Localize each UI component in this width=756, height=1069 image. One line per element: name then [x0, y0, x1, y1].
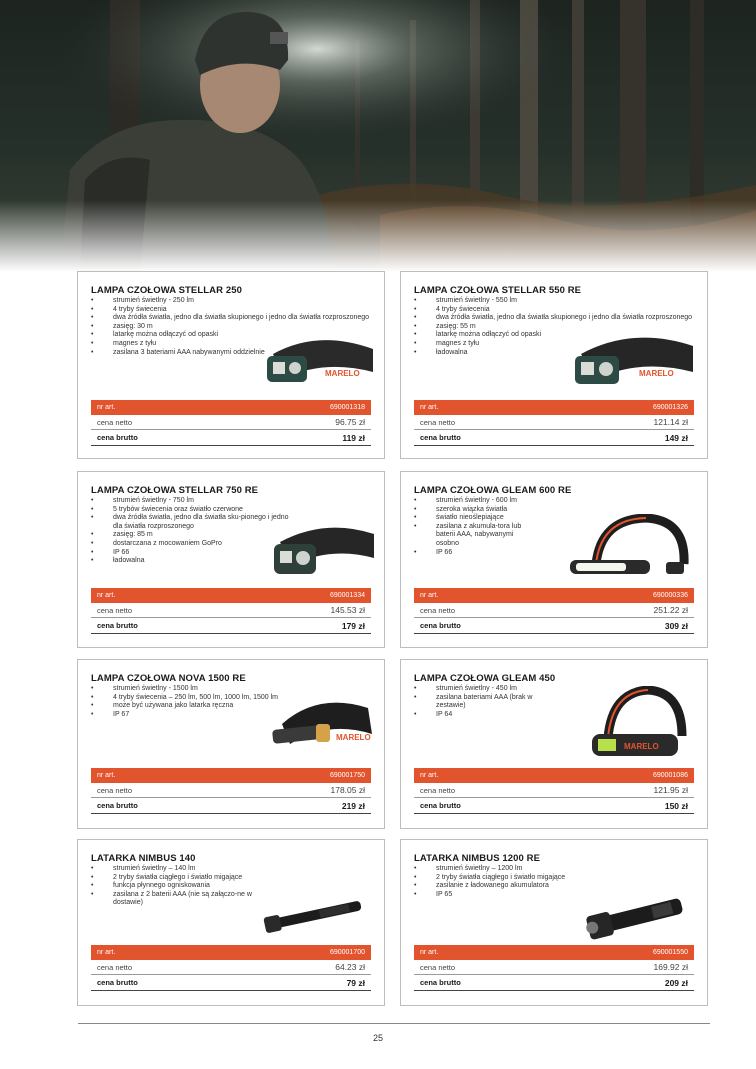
- svg-text:MARELO: MARELO: [325, 369, 360, 378]
- gross-label: cena brutto: [420, 621, 461, 630]
- net-price: 64.23 zł: [335, 962, 365, 972]
- article-row: [414, 945, 694, 960]
- net-label: cena netto: [420, 417, 456, 427]
- price-table: [414, 945, 694, 991]
- feature-item: • strumień świetlny - 550 lm: [414, 297, 694, 306]
- gross-label: cena brutto: [97, 978, 138, 987]
- feature-item: • zasięg: 85 m: [91, 531, 371, 540]
- net-price: 251.22 zł: [653, 605, 688, 615]
- article-label: nr art.: [97, 949, 116, 956]
- gross-label: cena brutto: [420, 978, 461, 987]
- feature-item: • ładowalna: [414, 349, 694, 358]
- article-number: 690000336: [652, 592, 688, 599]
- feature-item: • latarkę można odłączyć od opaski: [91, 331, 371, 340]
- svg-text:MARELO: MARELO: [639, 369, 674, 378]
- net-price-row: [91, 603, 371, 618]
- net-price: 145.53 zł: [330, 605, 365, 615]
- feature-item: • zasilana z akumula-tora lub baterii AAA, nabywanymi osobno: [414, 523, 536, 549]
- feature-item: • magnes z tyłu: [91, 340, 371, 349]
- feature-item: • strumień świetlny - 450 lm: [414, 685, 694, 694]
- gross-price-row: [414, 430, 694, 446]
- flashlight-image: [260, 896, 370, 941]
- product-card: [77, 271, 385, 459]
- article-number: 690001750: [329, 772, 365, 779]
- article-label: nr art.: [97, 592, 116, 599]
- headlamp-image: [573, 332, 698, 399]
- gross-price: 179 zł: [341, 620, 365, 631]
- net-price-row: [414, 603, 694, 618]
- feature-item: • IP 65: [414, 891, 694, 900]
- gross-price: 79 zł: [346, 977, 365, 988]
- price-table: [91, 768, 371, 814]
- product-card: [400, 839, 708, 1006]
- net-price-row: [414, 783, 694, 798]
- product-card: [400, 471, 708, 648]
- net-label: cena netto: [420, 962, 456, 972]
- gross-label: cena brutto: [420, 433, 461, 442]
- product-title: LAMPA CZOŁOWA GLEAM 450: [414, 673, 556, 684]
- article-label: nr art.: [420, 949, 439, 956]
- feature-item: • może być używana jako latarka ręczna: [91, 702, 371, 711]
- feature-item: • IP 67: [91, 711, 371, 720]
- feature-item: • szeroka wiązka światła: [414, 506, 694, 515]
- price-table: [414, 588, 694, 634]
- price-table: [91, 400, 371, 446]
- net-price: 96.75 zł: [335, 417, 365, 427]
- product-title: LAMPA CZOŁOWA STELLAR 750 RE: [91, 485, 259, 496]
- page-number: 25: [372, 1033, 383, 1043]
- net-price: 121.14 zł: [653, 417, 688, 427]
- product-card: [400, 271, 708, 459]
- article-number: 690001700: [329, 949, 365, 956]
- headlamp-image: [586, 686, 691, 769]
- headlamp-image: [263, 334, 378, 399]
- gross-label: cena brutto: [97, 433, 138, 442]
- feature-item: • IP 66: [414, 549, 694, 558]
- headlamp-image: [566, 514, 691, 589]
- article-row: [91, 945, 371, 960]
- feature-item: • 4 tryby świecenia: [414, 306, 694, 315]
- price-table: [91, 945, 371, 991]
- feature-item: • strumień świetlny – 1200 lm: [414, 865, 694, 874]
- feature-item: • 4 tryby świecenia – 250 lm, 500 lm, 1000 lm, 1500 lm: [91, 694, 291, 703]
- gross-price: 119 zł: [342, 432, 365, 443]
- flashlight-image: [583, 892, 688, 947]
- feature-item: • 2 tryby światła ciągłego i światło migające: [91, 874, 371, 883]
- article-row: [91, 768, 371, 783]
- net-label: cena netto: [97, 605, 133, 615]
- article-number: 690001550: [652, 949, 688, 956]
- product-card: [77, 839, 385, 1006]
- product-title: LAMPA CZOŁOWA STELLAR 550 RE: [414, 285, 582, 296]
- gross-price: 309 zł: [664, 620, 688, 631]
- feature-item: • ładowalna: [91, 557, 371, 566]
- gross-price-row: [91, 430, 371, 446]
- feature-item: • strumień świetlny - 600 lm: [414, 497, 694, 506]
- article-row: [91, 588, 371, 603]
- feature-item: • zasięg: 30 m: [91, 323, 371, 332]
- feature-item: • zasilana bateriami AAA (brak w zestawie): [414, 694, 556, 711]
- svg-text:MARELO: MARELO: [624, 742, 659, 751]
- net-price-row: [91, 960, 371, 975]
- article-row: [414, 768, 694, 783]
- article-number: 690001326: [652, 404, 688, 411]
- net-price-row: [91, 415, 371, 430]
- net-price-row: [414, 415, 694, 430]
- feature-item: • zasilana 3 bateriami AAA nabywanymi oddzielnie: [91, 349, 273, 358]
- article-label: nr art.: [420, 592, 439, 599]
- gross-price: 219 zł: [341, 800, 365, 811]
- feature-item: • strumień świetlny - 250 lm: [91, 297, 371, 306]
- feature-item: • dwa źródła światła, jedno dla światła skupionego i jedno dla światła rozproszonego: [91, 314, 371, 323]
- gross-label: cena brutto: [97, 801, 138, 810]
- article-label: nr art.: [97, 772, 116, 779]
- gross-price: 149 zł: [664, 432, 688, 443]
- product-card: [77, 471, 385, 648]
- headlamp-image: [268, 694, 378, 765]
- net-price-row: [91, 783, 371, 798]
- product-title: LATARKA NIMBUS 140: [91, 853, 196, 864]
- feature-item: • strumień świetlny - 750 lm: [91, 497, 371, 506]
- feature-item: • IP 64: [414, 711, 694, 720]
- net-label: cena netto: [420, 605, 456, 615]
- gross-price-row: [414, 975, 694, 991]
- price-table: [91, 588, 371, 634]
- feature-item: • dostarczana z mocowaniem GoPro: [91, 540, 371, 549]
- gross-label: cena brutto: [97, 621, 138, 630]
- article-row: [91, 400, 371, 415]
- headlamp-image: [270, 522, 380, 587]
- article-label: nr art.: [420, 404, 439, 411]
- svg-text:MARELO: MARELO: [336, 733, 371, 742]
- gross-price-row: [414, 798, 694, 814]
- net-label: cena netto: [420, 785, 456, 795]
- feature-item: • 4 tryby świecenia: [91, 306, 371, 315]
- net-label: cena netto: [97, 962, 133, 972]
- article-label: nr art.: [420, 772, 439, 779]
- net-label: cena netto: [97, 417, 133, 427]
- product-title: LAMPA CZOŁOWA GLEAM 600 RE: [414, 485, 572, 496]
- net-label: cena netto: [97, 785, 133, 795]
- feature-item: • funkcja płynnego ogniskowania: [91, 882, 371, 891]
- feature-item: • strumień świetlny - 1500 lm: [91, 685, 371, 694]
- price-table: [414, 400, 694, 446]
- article-row: [414, 588, 694, 603]
- article-label: nr art.: [97, 404, 116, 411]
- gross-price: 209 zł: [664, 977, 688, 988]
- article-number: 690001318: [329, 404, 365, 411]
- feature-item: • światło nieoślepiające: [414, 514, 694, 523]
- feature-item: • 5 trybów świecenia oraz światło czerwone: [91, 506, 371, 515]
- article-row: [414, 400, 694, 415]
- gross-price-row: [414, 618, 694, 634]
- gross-price-row: [91, 798, 371, 814]
- hero-image: [0, 0, 756, 272]
- feature-item: • 2 tryby światła ciągłego i światło migające: [414, 874, 694, 883]
- feature-item: • zasięg: 55 m: [414, 323, 694, 332]
- product-title: LAMPA CZOŁOWA STELLAR 250: [91, 285, 242, 296]
- feature-item: • magnes z tyłu: [414, 340, 694, 349]
- net-price: 169.92 zł: [653, 962, 688, 972]
- feature-item: • dwa źródła światła, jedno dla światła sku-pionego i jedno dla światła rozproszonego: [91, 514, 291, 531]
- article-number: 690001086: [652, 772, 688, 779]
- net-price: 178.05 zł: [330, 785, 365, 795]
- price-table: [414, 768, 694, 814]
- product-title: LAMPA CZOŁOWA NOVA 1500 RE: [91, 673, 246, 684]
- product-card: [400, 659, 708, 829]
- gross-price-row: [91, 618, 371, 634]
- feature-item: • zasilana z 2 baterii AAA (nie są załączo-ne w dostawie): [91, 891, 273, 908]
- product-card: [77, 659, 385, 829]
- footer-divider: [78, 1023, 710, 1024]
- gross-price-row: [91, 975, 371, 991]
- net-price-row: [414, 960, 694, 975]
- feature-item: • zasilanie z ładowanego akumulatora: [414, 882, 694, 891]
- net-price: 121.95 zł: [653, 785, 688, 795]
- gross-label: cena brutto: [420, 801, 461, 810]
- gross-price: 150 zł: [664, 800, 688, 811]
- feature-item: • IP 66: [91, 549, 371, 558]
- feature-item: • strumień świetlny – 140 lm: [91, 865, 371, 874]
- feature-item: • dwa źródła światła, jedno dla światła skupionego i jedno dla światła rozproszonego: [414, 314, 694, 323]
- feature-item: • latarkę można odłączyć od opaski: [414, 331, 694, 340]
- product-title: LATARKA NIMBUS 1200 RE: [414, 853, 541, 864]
- article-number: 690001334: [329, 592, 365, 599]
